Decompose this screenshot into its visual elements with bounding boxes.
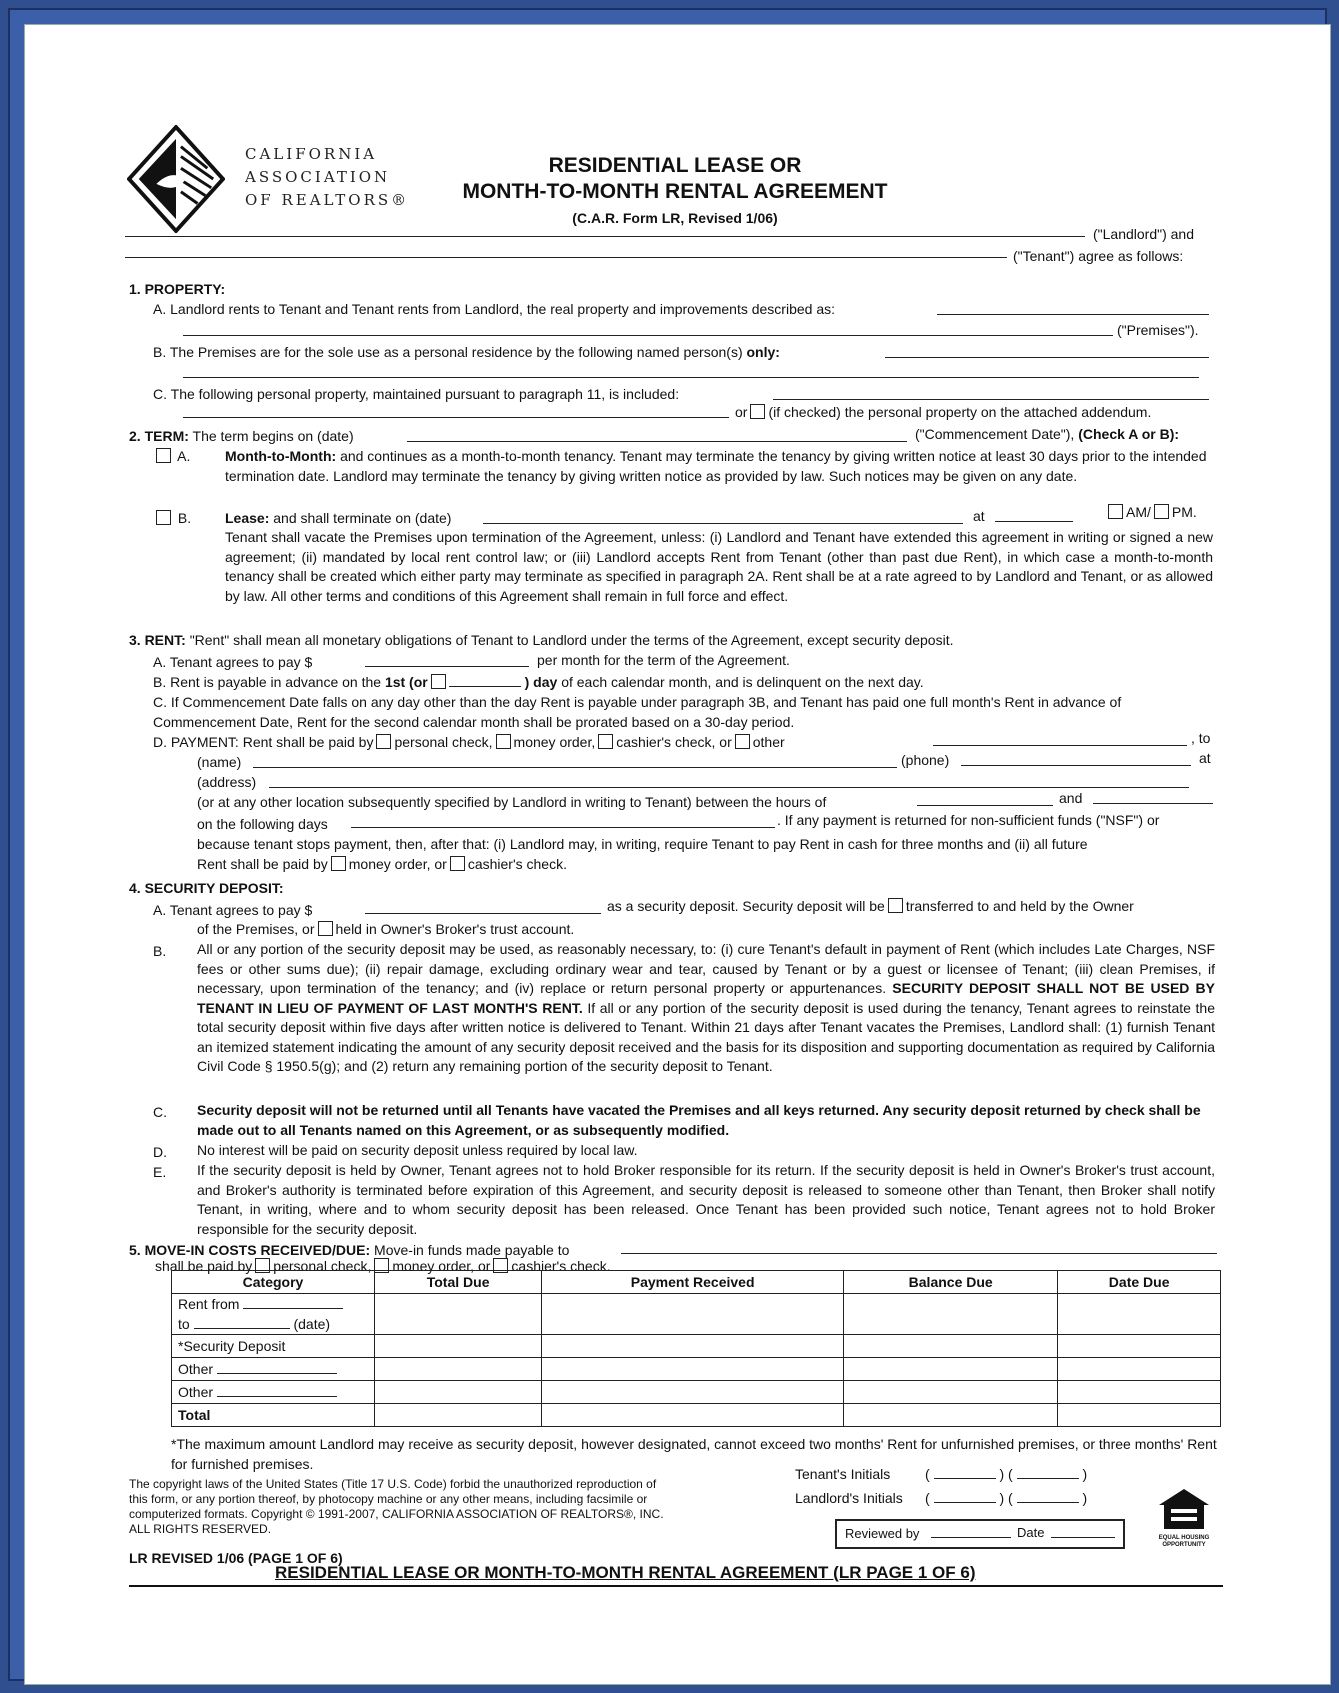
other-payment-field[interactable] <box>933 745 1187 746</box>
reviewed-date-field[interactable] <box>1051 1537 1115 1538</box>
section-4e-text: If the security deposit is held by Owner, Tenant agrees not to hold Broker responsible for its return. If the security deposit is held in Owner's Broker's trust account, and Broker's authority is terminated before expiration of this Agreement, and security deposit is released to someone other than Tenant, then Broker shall notify Tenant, in writing, where and to whom security deposit has been released. Once Tenant has been provided such notice, Tenant agrees not to hold Broker responsible for the security deposit. <box>197 1162 1215 1237</box>
header-payment-received: Payment Received <box>542 1271 844 1294</box>
trust-account-checkbox[interactable] <box>318 921 333 936</box>
am-checkbox[interactable] <box>1108 504 1123 519</box>
section-4c-text: Security deposit will not be returned until all Tenants have vacated the Premises and all keys returned. Any security deposit returned by check shall be made out to all Tenants named on this Agreement, or as subsequently modified. <box>197 1102 1201 1138</box>
revision-label: LR REVISED 1/06 (PAGE 1 OF 6) <box>129 1550 343 1566</box>
lease-checkbox[interactable] <box>156 510 171 525</box>
payee-name-field[interactable] <box>253 767 897 768</box>
org-line-1: CALIFORNIA <box>245 145 378 163</box>
section-4b-text: All or any portion of the security deposit may be used, as reasonably necessary, to: (i) cure Tenant's default in payment of Rent (which includes Late Charges, NSF fees or other sums due); (ii) repair damage, excluding ordinary wear and tear, caused by Tenant or by a guest or licensee of Tenant; (iii) clean Premises, if necessary, upon termination of the tenancy; and (iv) replace or return personal property or appurtenances. SECURITY DEPOSIT SHALL NOT BE USED BY TENANT IN LIEU OF PAYMENT OF LAST MONTH'S RENT. If all or any portion of the security deposit is used during the tenancy, Tenant agrees to reinstate the total security deposit within five days after written notice is delivered to Tenant. Within 21 days after Tenant vacates the Premises, Landlord shall: (1) furnish Tenant an itemized statement indicating the amount of any security deposit received and the basis for its disposition and supporting documentation as required by California Civil Code § 1950.5(g); and (2) return any remaining portion of the security deposit to Tenant. <box>197 941 1216 1074</box>
occupants-field-2[interactable] <box>183 377 1199 378</box>
table-cell[interactable] <box>542 1294 844 1335</box>
term-option-b: B. <box>153 509 191 527</box>
payee-address-field[interactable] <box>269 787 1189 788</box>
phone-label: (phone) <box>901 752 950 768</box>
reviewed-by-label: Reviewed by <box>845 1526 920 1541</box>
footer-rule <box>129 1585 1223 1587</box>
org-line-3: OF REALTORS® <box>245 191 410 209</box>
section-4a-line2: of the Premises, or held in Owner's Broker's trust account. <box>197 921 575 937</box>
landlord-initials-fields[interactable]: ( ) ( ) <box>925 1490 1088 1506</box>
landlord-initials-label: Landlord's Initials <box>795 1490 903 1506</box>
table-cell[interactable] <box>1058 1381 1221 1404</box>
section-5-paid-by: shall be paid by personal check, money order, or cashier's check. <box>155 1258 611 1274</box>
addendum-checkbox[interactable] <box>750 404 765 419</box>
reviewed-by-field[interactable] <box>931 1537 1011 1538</box>
termination-time-field[interactable] <box>995 521 1073 522</box>
table-cell[interactable] <box>375 1335 542 1358</box>
section-1b-text: B. The Premises are for the sole use as a personal residence by the following named person(s) only: <box>153 344 780 360</box>
section-2b-line: Lease: and shall terminate on (date) <box>225 510 452 526</box>
section-1a-text: A. Landlord rents to Tenant and Tenant rents from Landlord, the real property and improvements described as: <box>153 301 835 317</box>
section-1-title: 1. PROPERTY: <box>129 281 226 297</box>
tenant-initials-fields[interactable]: ( ) ( ) <box>925 1466 1088 1482</box>
hours-to-field[interactable] <box>1093 803 1213 804</box>
landlord-label: ("Landlord") and <box>1093 226 1195 242</box>
table-row <box>172 1404 1221 1427</box>
section-5-intro: 5. MOVE-IN COSTS RECEIVED/DUE: Move-in funds made payable to <box>129 1242 570 1258</box>
deposit-amount-field[interactable] <box>365 913 601 914</box>
table-cell[interactable] <box>542 1404 844 1427</box>
transferred-checkbox[interactable] <box>888 898 903 913</box>
addendum-option: or (if checked) the personal property on the attached addendum. <box>735 404 1152 420</box>
table-cell[interactable] <box>844 1381 1058 1404</box>
cashiers-check-checkbox[interactable] <box>598 734 613 749</box>
tenant-initials-label: Tenant's Initials <box>795 1466 891 1482</box>
term-option-a: A. <box>153 447 190 465</box>
table-cell[interactable] <box>1058 1358 1221 1381</box>
days-label: on the following days <box>197 816 328 832</box>
address-label: (address) <box>197 774 257 790</box>
section-2-intro: 2. TERM: The term begins on (date) <box>129 428 354 444</box>
premises-field[interactable] <box>937 314 1209 315</box>
name-label: (name) <box>197 754 242 770</box>
security-deposit-cell[interactable]: *Security Deposit <box>172 1335 375 1358</box>
table-row <box>172 1358 1221 1381</box>
document-page <box>24 24 1331 1685</box>
table-cell[interactable] <box>844 1358 1058 1381</box>
other-cell[interactable]: Other <box>172 1358 375 1381</box>
rent-from-cell[interactable]: Rent from to (date) <box>172 1294 375 1335</box>
money-order-checkbox[interactable] <box>496 734 511 749</box>
title-line-1: RESIDENTIAL LEASE OR <box>548 154 802 177</box>
table-cell[interactable] <box>375 1294 542 1335</box>
termination-date-field[interactable] <box>483 523 963 524</box>
header-balance-due: Balance Due <box>844 1271 1058 1294</box>
section-4d-label: D. <box>153 1144 167 1160</box>
at-label: at <box>973 508 985 524</box>
payment-days-field[interactable] <box>351 827 775 828</box>
section-4a-mid: as a security deposit. Security deposit will be transferred to and held by the Owner <box>607 898 1134 914</box>
form-title <box>405 153 945 231</box>
personal-check-checkbox[interactable] <box>376 734 391 749</box>
other-payment-checkbox[interactable] <box>735 734 750 749</box>
total-cell: Total <box>172 1404 375 1427</box>
premises-field-2[interactable] <box>183 335 1113 336</box>
table-cell[interactable] <box>375 1404 542 1427</box>
rent-day-field[interactable] <box>449 674 521 687</box>
occupants-field[interactable] <box>885 357 1209 358</box>
table-row <box>172 1294 1221 1335</box>
org-line-2: ASSOCIATION <box>245 168 391 186</box>
tenant-label: ("Tenant") agree as follows: <box>1013 248 1184 264</box>
section-2b-paragraph: Tenant shall vacate the Premises upon termination of the Agreement, unless: (i) Landlord and Tenant have extended this agreement in writing or signed a new agreement; (ii) mandated by local rent control law; or (iii) Landlord accepts Rent from Tenant (other than past due Rent), in which case a month-to-month tenancy shall be created which either party may terminate as specified in paragraph 2A. Rent shall be at a rate agreed to by Landlord and Tenant, or as allowed by law. All other terms and conditions of this Agreement shall remain in full force and effect. <box>225 529 1213 604</box>
section-3-intro: 3. RENT: "Rent" shall mean all monetary obligations of Tenant to Landlord under the terms of the Agreement, except security deposit. <box>129 632 954 648</box>
table-cell[interactable] <box>542 1335 844 1358</box>
table-cell[interactable] <box>844 1294 1058 1335</box>
rent-day-checkbox[interactable] <box>431 674 446 689</box>
section-2a-text: Month-to-Month: and continues as a month-to-month tenancy. Tenant may terminate the tenancy by giving written notice at least 30 days prior to the intended termination date. Landlord may terminate the tenancy by giving written notice as provided by law. Such notices may be given on any date. <box>225 448 1207 484</box>
landlord-line[interactable] <box>125 236 1085 237</box>
at-label-2: at <box>1199 750 1211 766</box>
table-cell[interactable] <box>375 1381 542 1404</box>
section-3a-tail: per month for the term of the Agreement. <box>537 652 790 668</box>
location-text: (or at any other location subsequently specified by Landlord in writing to Tenant) between the hours of <box>197 794 827 810</box>
section-3b-text: B. Rent is payable in advance on the 1st (or ) day of each calendar month, and is delinquent on the next day. <box>153 674 924 690</box>
commencement-date-field[interactable] <box>407 441 907 442</box>
outer-frame <box>8 8 1327 1681</box>
table-cell[interactable] <box>542 1358 844 1381</box>
copyright-notice: The copyright laws of the United States (Title 17 U.S. Code) forbid the unauthorized reproduction of this form, or any portion thereof, by photocopy machine or any other means, including facsimile or computerized formats. Copyright © 1991-2007, CALIFORNIA ASSOCIATION OF REALTORS®, INC. ALL RIGHTS RESERVED. <box>129 1477 664 1536</box>
table-row <box>172 1335 1221 1358</box>
other-cell-2[interactable]: Other <box>172 1381 375 1404</box>
section-4c-label: C. <box>153 1104 167 1120</box>
car-logo-icon <box>127 125 225 233</box>
footnote: *The maximum amount Landlord may receive as security deposit, however designated, cannot exceed two months' Rent for unfurnished premises, or three months' Rent for furnished premises. <box>171 1436 1217 1472</box>
header-total-due: Total Due <box>375 1271 542 1294</box>
section-1c-text: C. The following personal property, maintained pursuant to paragraph 11, is included: <box>153 386 680 402</box>
rent-amount-field[interactable] <box>365 666 529 667</box>
table-cell[interactable] <box>1058 1404 1221 1427</box>
table-cell[interactable] <box>1058 1335 1221 1358</box>
section-4a-text: A. Tenant agrees to pay $ <box>153 902 313 918</box>
title-line-2: MONTH-TO-MONTH RENTAL AGREEMENT <box>462 180 888 203</box>
section-4d-text: No interest will be paid on security deposit unless required by local law. <box>197 1142 638 1158</box>
stop-payment-text: because tenant stops payment, then, after that: (i) Landlord may, in writing, require Tenant to pay Rent in cash for three months and (ii) all future <box>197 836 1088 852</box>
payee-phone-field[interactable] <box>961 765 1191 766</box>
personal-property-field-2[interactable] <box>183 417 729 418</box>
future-cashiers-check-checkbox[interactable] <box>450 856 465 871</box>
organization-name <box>245 143 409 212</box>
section-4e-label: E. <box>153 1164 167 1180</box>
section-4-title: 4. SECURITY DEPOSIT: <box>129 880 284 896</box>
table-cell[interactable] <box>844 1335 1058 1358</box>
header-category: Category <box>172 1271 375 1294</box>
tenant-line[interactable] <box>125 257 1007 258</box>
table-cell[interactable] <box>542 1381 844 1404</box>
table-cell[interactable] <box>1058 1294 1221 1335</box>
future-money-order-checkbox[interactable] <box>331 856 346 871</box>
table-header-row <box>172 1271 1221 1294</box>
reviewed-date-label: Date <box>1017 1525 1045 1540</box>
footer-title: RESIDENTIAL LEASE OR MONTH-TO-MONTH RENTAL AGREEMENT (LR PAGE 1 OF 6) <box>275 1563 976 1582</box>
future-rent-text: Rent shall be paid by money order, or cashier's check. <box>197 856 567 872</box>
table-cell[interactable] <box>375 1358 542 1381</box>
and-label: and <box>1059 790 1083 806</box>
to-label: , to <box>1191 730 1211 746</box>
personal-property-field[interactable] <box>773 399 1209 400</box>
month-to-month-checkbox[interactable] <box>156 448 171 463</box>
payable-to-field[interactable] <box>621 1253 1217 1254</box>
section-4b-label: B. <box>153 943 167 959</box>
pm-checkbox[interactable] <box>1154 504 1169 519</box>
equal-housing-text: EQUAL HOUSING OPPORTUNITY <box>1158 1535 1210 1548</box>
premises-label: ("Premises"). <box>1117 322 1199 338</box>
section-3a-text: A. Tenant agrees to pay $ <box>153 654 313 670</box>
header-date-due: Date Due <box>1058 1271 1221 1294</box>
table-row <box>172 1381 1221 1404</box>
hours-from-field[interactable] <box>917 805 1053 806</box>
am-pm-options: AM/ PM. <box>1105 503 1197 521</box>
commencement-label: ("Commencement Date"), (Check A or B): <box>915 426 1180 442</box>
section-3c-text: C. If Commencement Date falls on any day other than the day Rent is payable under paragraph 3B, and Tenant has paid one full month's Rent in advance of Commencement Date, Rent for the second calendar month shall be prorated based on a 30-day period. <box>153 694 1122 730</box>
form-id: (C.A.R. Form LR, Revised 1/06) <box>572 210 778 226</box>
table-cell[interactable] <box>844 1404 1058 1427</box>
nsf-text: . If any payment is returned for non-sufficient funds ("NSF") or <box>777 812 1160 828</box>
move-in-costs-table <box>171 1270 1221 1427</box>
reviewed-box <box>835 1519 1125 1549</box>
section-3d-text: D. PAYMENT: Rent shall be paid by personal check, money order, cashier's check, or other <box>153 734 785 750</box>
